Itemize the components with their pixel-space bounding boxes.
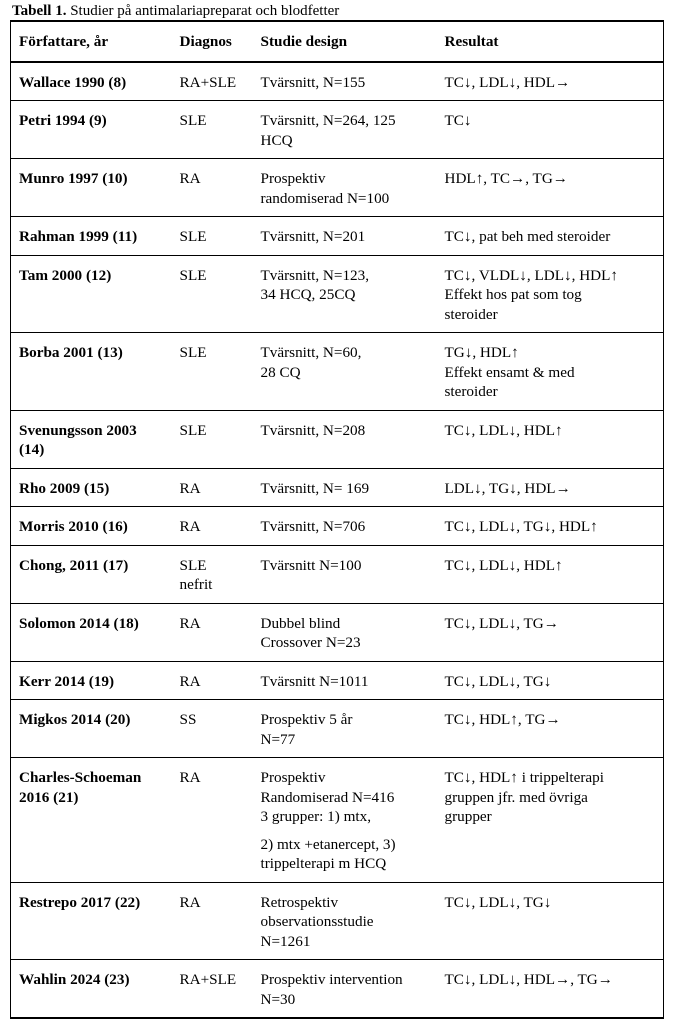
author-cell: Rahman 1999 (11) xyxy=(11,217,172,256)
design-text: Prospektiv Randomiserad N=416 3 grupper: 1) mtx, xyxy=(260,769,395,825)
author-cell: Svenungsson 2003 (14) xyxy=(11,410,172,468)
header-result: Resultat xyxy=(437,21,664,62)
diagnosis-cell: SLE xyxy=(172,410,253,468)
result-cell: LDL↓, TG↓, HDL→ xyxy=(437,468,664,507)
result-cell: HDL↑, TC→, TG→ xyxy=(437,159,664,217)
table-row xyxy=(11,62,664,101)
author-cell: Morris 2010 (16) xyxy=(11,507,172,546)
author-cell: Rho 2009 (15) xyxy=(11,468,172,507)
studies-table xyxy=(10,20,664,1019)
author-cell: Restrepo 2017 (22) xyxy=(11,882,172,960)
header-author: Författare, år xyxy=(11,21,172,62)
table-row xyxy=(11,545,664,603)
author-cell: Tam 2000 (12) xyxy=(11,255,172,333)
diagnosis-cell: RA+SLE xyxy=(172,960,253,1019)
diagnosis-cell: RA xyxy=(172,603,253,661)
design-cell: Tvärsnitt, N=201 xyxy=(253,217,437,256)
table-row xyxy=(11,960,664,1019)
header-diagnosis: Diagnos xyxy=(172,21,253,62)
design-cell: Prospektiv intervention N=30 xyxy=(253,960,437,1019)
author-cell: Borba 2001 (13) xyxy=(11,333,172,411)
design-cell: Tvärsnitt, N=208 xyxy=(253,410,437,468)
diagnosis-cell: SLE nefrit xyxy=(172,545,253,603)
table-row xyxy=(11,758,664,883)
design-cell: Tvärsnitt N=1011 xyxy=(253,661,437,700)
diagnosis-cell: RA xyxy=(172,468,253,507)
design-cell: Tvärsnitt, N=264, 125 HCQ xyxy=(253,101,437,159)
table-row xyxy=(11,700,664,758)
result-cell: TC↓, LDL↓, TG→ xyxy=(437,603,664,661)
design-text-continued: 2) mtx +etanercept, 3) trippelterapi m HCQ xyxy=(260,835,396,872)
diagnosis-cell: SLE xyxy=(172,101,253,159)
table-row xyxy=(11,603,664,661)
table-row xyxy=(11,217,664,256)
table-row xyxy=(11,333,664,411)
result-cell: TC↓, LDL↓, TG↓ xyxy=(437,882,664,960)
author-cell: Solomon 2014 (18) xyxy=(11,603,172,661)
diagnosis-cell: RA xyxy=(172,507,253,546)
result-cell: TC↓, LDL↓, HDL↑ xyxy=(437,545,664,603)
table-row xyxy=(11,507,664,546)
caption-label: Tabell 1. xyxy=(12,3,67,19)
diagnosis-cell: RA+SLE xyxy=(172,62,253,101)
header-row xyxy=(11,21,664,62)
table-row xyxy=(11,255,664,333)
author-cell: Chong, 2011 (17) xyxy=(11,545,172,603)
diagnosis-cell: SLE xyxy=(172,217,253,256)
design-cell: Tvärsnitt, N= 169 xyxy=(253,468,437,507)
table-row xyxy=(11,882,664,960)
author-cell: Migkos 2014 (20) xyxy=(11,700,172,758)
design-cell: Tvärsnitt, N=155 xyxy=(253,62,437,101)
caption-text: Studier på antimalariapreparat och blodfetter xyxy=(66,3,340,19)
result-cell: TC↓, pat beh med steroider xyxy=(437,217,664,256)
header-design: Studie design xyxy=(253,21,437,62)
table-row xyxy=(11,661,664,700)
author-cell: Charles-Schoeman 2016 (21) xyxy=(11,758,172,883)
design-cell: Retrospektiv observationsstudie N=1261 xyxy=(253,882,437,960)
result-cell: TC↓, LDL↓, TG↓ xyxy=(437,661,664,700)
table-row xyxy=(11,410,664,468)
author-cell: Wahlin 2024 (23) xyxy=(11,960,172,1019)
table-row xyxy=(11,468,664,507)
design-cell: Prospektiv 5 år N=77 xyxy=(253,700,437,758)
author-cell: Munro 1997 (10) xyxy=(11,159,172,217)
design-cell xyxy=(253,758,437,883)
result-cell: TG↓, HDL↑ Effekt ensamt & med steroider xyxy=(437,333,664,411)
result-cell: TC↓, VLDL↓, LDL↓, HDL↑ Effekt hos pat som tog steroider xyxy=(437,255,664,333)
result-cell: TC↓, LDL↓, TG↓, HDL↑ xyxy=(437,507,664,546)
design-cell: Dubbel blind Crossover N=23 xyxy=(253,603,437,661)
diagnosis-cell: RA xyxy=(172,758,253,883)
diagnosis-cell: RA xyxy=(172,159,253,217)
diagnosis-cell: RA xyxy=(172,882,253,960)
table-row xyxy=(11,101,664,159)
design-cell: Tvärsnitt, N=706 xyxy=(253,507,437,546)
result-cell: TC↓, LDL↓, HDL→, TG→ xyxy=(437,960,664,1019)
table-row xyxy=(11,159,664,217)
result-cell: TC↓, HDL↑, TG→ xyxy=(437,700,664,758)
result-cell: TC↓ xyxy=(437,101,664,159)
design-cell: Tvärsnitt, N=123, 34 HCQ, 25CQ xyxy=(253,255,437,333)
diagnosis-cell: SLE xyxy=(172,333,253,411)
result-cell: TC↓, HDL↑ i trippelterapi gruppen jfr. med övriga grupper xyxy=(437,758,664,883)
diagnosis-cell: SS xyxy=(172,700,253,758)
design-cell: Tvärsnitt N=100 xyxy=(253,545,437,603)
result-cell: TC↓, LDL↓, HDL→ xyxy=(437,62,664,101)
author-cell: Kerr 2014 (19) xyxy=(11,661,172,700)
diagnosis-cell: SLE xyxy=(172,255,253,333)
design-cell: Tvärsnitt, N=60, 28 CQ xyxy=(253,333,437,411)
design-cell: Prospektiv randomiserad N=100 xyxy=(253,159,437,217)
diagnosis-cell: RA xyxy=(172,661,253,700)
result-cell: TC↓, LDL↓, HDL↑ xyxy=(437,410,664,468)
author-cell: Petri 1994 (9) xyxy=(11,101,172,159)
table-caption xyxy=(12,2,339,20)
author-cell: Wallace 1990 (8) xyxy=(11,62,172,101)
